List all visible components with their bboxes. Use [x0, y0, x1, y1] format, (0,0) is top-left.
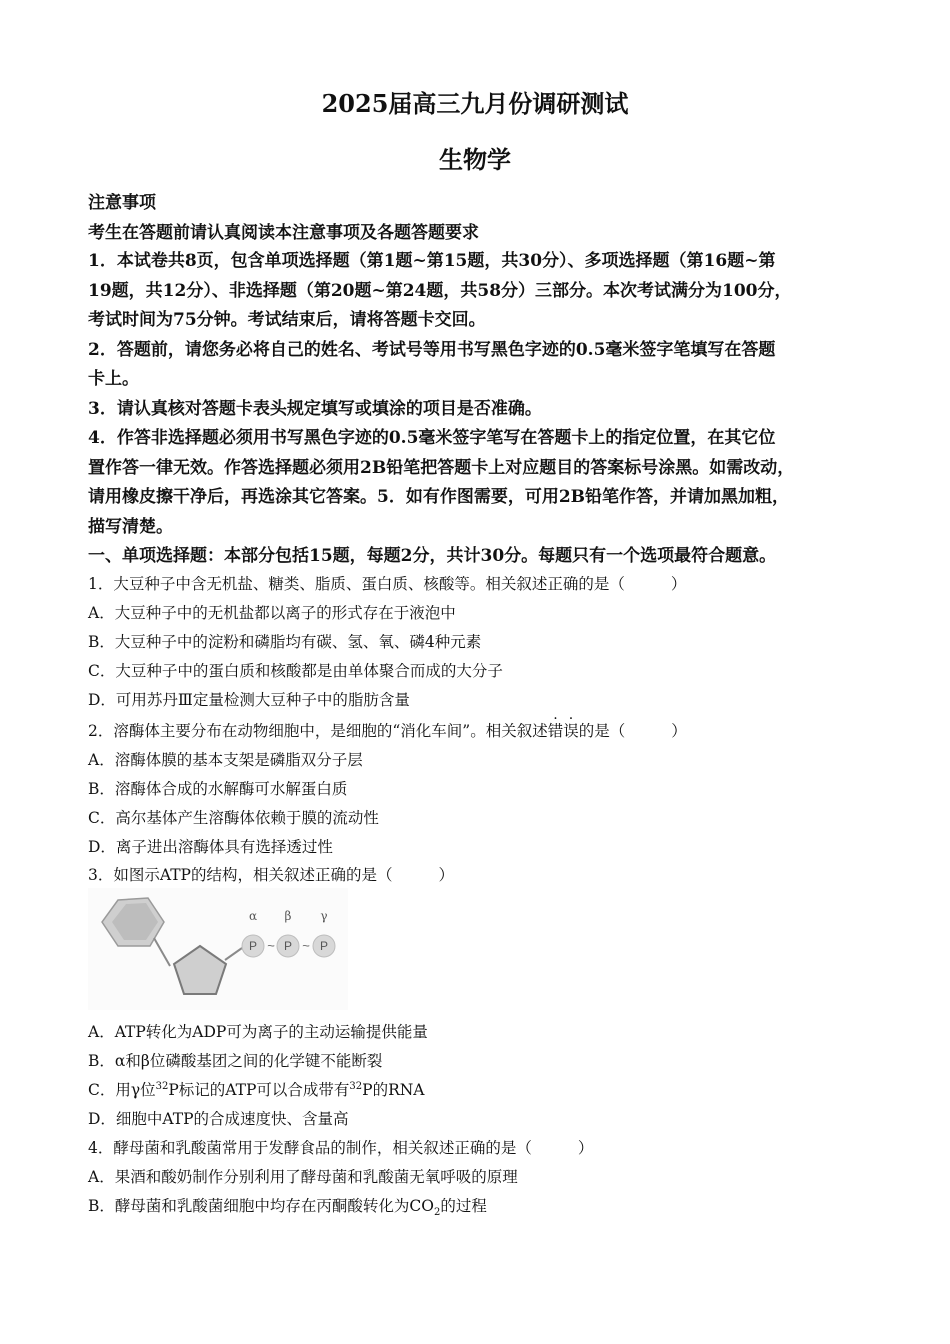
q3-option-b: B．α和β位磷酸基团之间的化学键不能断裂 — [88, 1052, 383, 1070]
phosphate-beta-label: P — [283, 939, 293, 953]
q3-option-c — [88, 1078, 878, 1100]
q1-option-b: B．大豆种子中的淀粉和磷脂均有碳、氢、氧、磷4种元素 — [88, 633, 482, 651]
high-energy-bond-2: ~ — [302, 938, 310, 953]
notice-item4-line2: 置作答一律无效。作答选择题必须用2B铅笔把答题卡上对应题目的答案标号涂黑。如需改动， — [88, 458, 795, 478]
notice-heading: 注意事项 — [88, 193, 156, 213]
q2-option-d: D．离子进出溶酶体具有选择透过性 — [88, 838, 333, 856]
q3-c-sup2: 32 — [349, 1080, 363, 1092]
q2-stem-post: 的是（ — [578, 722, 626, 740]
beta-position-label: β — [284, 909, 292, 923]
q1-option-a: A．大豆种子中的无机盐都以离子的形式存在于液泡中 — [88, 604, 456, 622]
high-energy-bond-1: ~ — [267, 938, 275, 953]
alpha-position-label: α — [248, 909, 258, 923]
q1-stem-close: ） — [670, 575, 687, 593]
q2-option-c: C．高尔基体产生溶酶体依赖于膜的流动性 — [88, 809, 379, 827]
atp-structure-figure — [88, 888, 348, 1010]
notice-item4-line4: 描写清楚。 — [88, 517, 173, 537]
phosphate-gamma-label: P — [319, 939, 329, 953]
notice-item4-line3: 请用橡皮擦干净后，再选涂其它答案。5．如有作图需要，可用2B铅笔作答，并请加黑加粗， — [88, 487, 790, 507]
q1-stem — [88, 572, 878, 594]
gamma-position-label: γ — [320, 909, 328, 923]
q1-option-d: D．可用苏丹Ⅲ定量检测大豆种子中的脂肪含量 — [88, 691, 410, 709]
q2-emphasis-2: 误 — [563, 722, 579, 740]
notice-item1-line3: 考试时间为75分钟。考试结束后，请将答题卡交回。 — [88, 310, 486, 330]
q3-c-post: P的RNA — [362, 1081, 425, 1099]
notice-item2-line1: 2．答题前，请您务必将自己的姓名、考试号等用书写黑色字迹的0.5毫米签字笔填写在答题 — [88, 340, 776, 360]
notice-intro: 考生在答题前请认真阅读本注意事项及各题答题要求 — [88, 223, 479, 243]
q4-stem-text: 4．酵母菌和乳酸菌常用于发酵食品的制作，相关叙述正确的是（ — [88, 1139, 532, 1157]
q4-b-pre: B．酵母菌和乳酸菌细胞中均存在丙酮酸转化为CO — [88, 1197, 434, 1215]
notice-item4-line1: 4．作答非选择题必须用书写黑色字迹的0.5毫米签字笔写在答题卡上的指定位置，在其它位 — [88, 428, 776, 448]
q2-stem-pre: 2．溶酶体主要分布在动物细胞中，是细胞的“消化车间”。相关叙述 — [88, 722, 548, 740]
notice-item2-line2: 卡上。 — [88, 369, 139, 389]
q4-option-b — [88, 1194, 878, 1219]
q4-stem — [88, 1136, 878, 1158]
q2-stem — [88, 719, 878, 741]
q3-stem-close: ） — [438, 866, 454, 884]
notice-item3: 3．请认真核对答题卡表头规定填写或填涂的项目是否准确。 — [88, 399, 542, 419]
exam-title: 2025届高三九月份调研测试 — [321, 89, 629, 118]
q3-c-sup1: 32 — [155, 1080, 169, 1092]
q4-stem-close: ） — [577, 1139, 594, 1157]
q3-option-d: D．细胞中ATP的合成速度快、含量高 — [88, 1110, 349, 1128]
q4-b-sub: 2 — [433, 1207, 441, 1219]
notice-item1-line2: 19题，共12分）、非选择题（第20题~第24题，共58分）三部分。本次考试满分为100分， — [88, 281, 792, 301]
q1-option-c: C．大豆种子中的蛋白质和核酸都是由单体聚合而成的大分子 — [88, 662, 503, 680]
q3-option-a: A．ATP转化为ADP可为离子的主动运输提供能量 — [88, 1023, 428, 1041]
q2-option-a: A．溶酶体膜的基本支架是磷脂双分子层 — [88, 751, 363, 769]
q2-option-b: B．溶酶体合成的水解酶可水解蛋白质 — [88, 780, 348, 798]
subject-title: 生物学 — [439, 145, 511, 174]
q1-stem-text: 1．大豆种子中含无机盐、糖类、脂质、蛋白质、核酸等。相关叙述正确的是（ — [88, 575, 625, 593]
q4-option-a: A．果酒和酸奶制作分别利用了酵母菌和乳酸菌无氧呼吸的原理 — [88, 1168, 518, 1186]
q3-stem-text: 3．如图示ATP的结构，相关叙述正确的是（ — [88, 866, 393, 884]
phosphate-alpha-label: P — [248, 939, 258, 953]
q3-stem — [88, 863, 878, 885]
q3-c-mid: P标记的ATP可以合成带有 — [168, 1081, 350, 1099]
q2-stem-close: ） — [671, 722, 687, 740]
q4-b-post: 的过程 — [440, 1197, 487, 1215]
notice-item1-line1: 1．本试卷共8页，包含单项选择题（第1题~第15题，共30分）、多项选择题（第16题~第 — [88, 251, 776, 271]
q3-c-pre: C．用γ位 — [88, 1081, 156, 1099]
section1-heading: 一、单项选择题：本部分包括15题，每题2分，共计30分。每题只有一个选项最符合题意。 — [88, 546, 777, 566]
q2-emphasis-1: 错 — [547, 722, 564, 740]
